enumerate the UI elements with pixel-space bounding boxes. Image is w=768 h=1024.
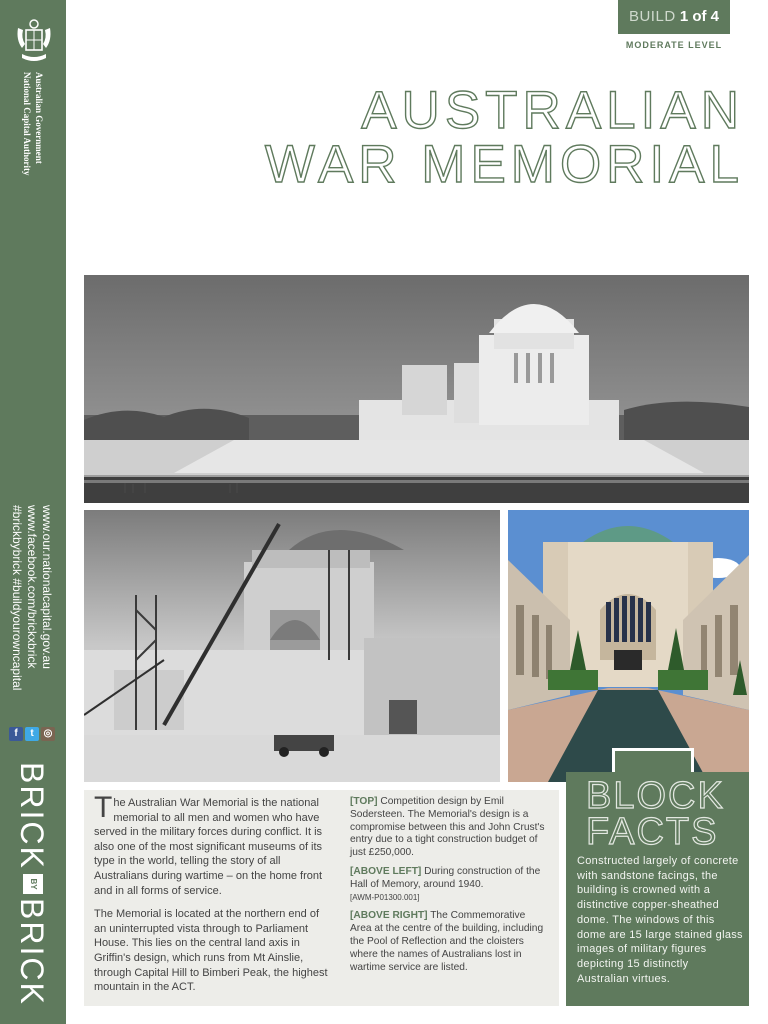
caption-above-right: [ABOVE RIGHT] The Commemorative Area at the centre of the building, including the Pool of Reflection and the cloisters where the names of Australians lost in wartime service are listed.: [350, 910, 544, 973]
gov-line-1: Australian Government: [34, 72, 44, 164]
photo-construction: [84, 510, 500, 782]
coat-of-arms-icon: [14, 16, 54, 68]
website-link[interactable]: www.our.nationalcapital.gov.au: [40, 505, 54, 669]
facebook-link[interactable]: www.facebook.com/brickxbrick: [25, 505, 39, 669]
body-text-column: [94, 791, 334, 1004]
government-logotype: [18, 72, 48, 182]
social-icons: [9, 727, 55, 741]
page-title: [264, 81, 744, 194]
dropcap: T: [94, 791, 113, 824]
facebook-icon[interactable]: f: [9, 727, 23, 741]
body-paragraph-2: The Memorial is located at the northern end of an uninterrupted vista through to Parliament House. This lies on the central land axis in Griffin's design, which runs from Mt Ainslie, through Capital Hill to Bimberi Peak, the highest mountain in the ACT.: [94, 908, 328, 994]
block-facts-panel: [566, 772, 749, 1006]
caption-above-left: [ABOVE LEFT] During construction of the Hall of Memory, around 1940. [AWM-P01300.001]: [350, 865, 541, 902]
build-word: BUILD: [628, 8, 676, 25]
build-number: 1 of 4: [679, 8, 720, 25]
web-links: [0, 505, 66, 720]
photo-commemorative-area: [508, 510, 749, 782]
title-line-2: WAR MEMORIAL: [264, 135, 744, 194]
photo-competition-design: [84, 275, 749, 503]
body-text-panel: [84, 790, 559, 1006]
brand-word-1: BRICK: [14, 762, 50, 870]
sidebar: [0, 0, 66, 1024]
difficulty-level: MODERATE LEVEL: [625, 40, 723, 50]
body-paragraph-1: The Australian War Memorial is the national memorial to all men and women who have served in the military forces during conflict. It is also one of the most significant museums of its type in the world, telling the story of all Australians during wartime – on the home front and in all forms of service.: [94, 791, 323, 897]
caption-top: [TOP] Competition design by Emil Sodersteen. The Memorial's design is a compromise between this and John Crust's entry due to a tight construction budget of just £250,000.: [350, 796, 545, 859]
instagram-icon[interactable]: ◎: [41, 727, 55, 741]
brand-by-box: BY: [23, 874, 43, 894]
block-facts-title: BLOCK FACTS: [586, 775, 725, 853]
title-line-1: AUSTRALIAN: [361, 81, 744, 140]
block-facts-body: Constructed largely of concrete with sandstone facings, the building is crowned with a distinctive copper-sheathed dome. The windows of this dome are 15 large stained glass images of military figures depicting 15 distinctly Australian virtues.: [577, 855, 743, 985]
build-badge: [618, 0, 730, 34]
brick-by-brick-logo: [0, 760, 66, 1010]
hashtags: #brickbybrick #buildyourowncapital: [10, 505, 24, 691]
archive-reference: [AWM-P01300.001]: [350, 892, 420, 902]
caption-column: [350, 796, 548, 980]
brand-word-2: BRICK: [14, 898, 50, 1006]
gov-line-2: National Capital Authority: [22, 72, 32, 176]
twitter-icon[interactable]: t: [25, 727, 39, 741]
